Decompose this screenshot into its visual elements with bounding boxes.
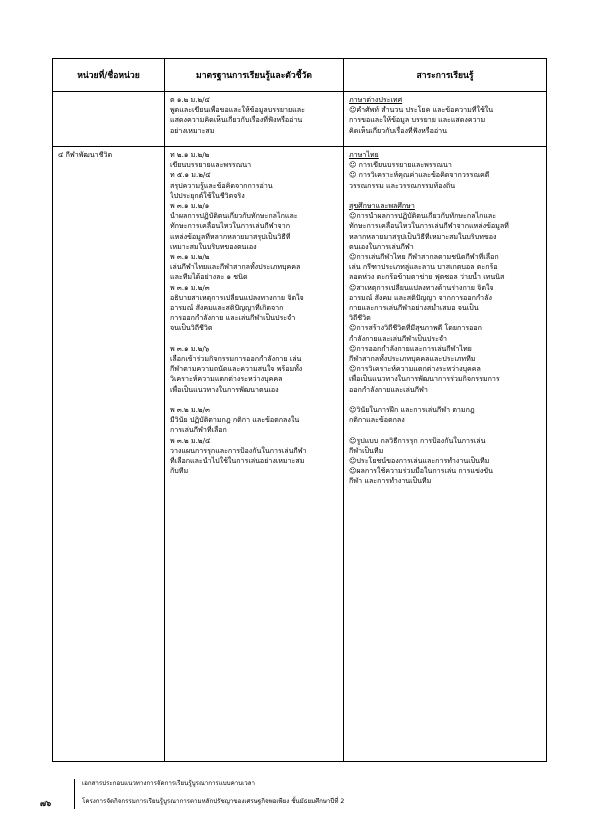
cell-text-line: ตนเองในการเล่นกีฬา — [349, 241, 414, 251]
cell-text-line: ลอดห่วง ตะกร้อข้ามตาข่าย ฟุตซอล ว่ายน้ำ เทนนิส — [349, 272, 505, 282]
cell-text-line: ☺การเล่นกีฬาไทย กีฬาสากลตามชนิดกีฬาที่เลือก — [349, 252, 499, 262]
content-cell — [344, 92, 547, 147]
cell-text-line: เพื่อเป็นแนวทางในการพัฒนาการร่วมกิจกรรมการ — [349, 374, 500, 384]
cell-text-line: กีฬาเป็นทีม — [349, 445, 384, 455]
cell-text-line: ☺คำศัพท์ สำนวน ประโยค และข้อความที่ใช้ใน — [349, 105, 494, 115]
cell-text-line — [349, 425, 542, 435]
cell-text-line: หลากหลายมาสรุปเป็นวิธีที่เหมาะสมในบริบทของ — [349, 231, 497, 241]
cell-text-line — [349, 191, 542, 201]
cell-text-line: อย่างเหมาะสม — [170, 125, 215, 135]
cell-text-line: ท ๒.๑ ม.๒/๒ — [170, 150, 210, 159]
cell-text-line: กีฬาตามความถนัดและความสนใจ พร้อมทั้ง — [170, 364, 303, 374]
standards-cell — [165, 147, 344, 762]
cell-text-line: แสดงความคิดเห็นเกี่ยวกับเรื่องที่ฟังหรืออ่าน — [170, 115, 303, 125]
cell-text-line — [58, 95, 160, 105]
cell-text-line: การเล่นกีฬาที่เลือก — [170, 425, 227, 435]
header-standards: มาตรฐานการเรียนรู้และตัวชี้วัด — [165, 59, 344, 92]
table-header-row — [53, 59, 547, 92]
cell-text-line: ☺รูปแบบ กลวิธีการรุก การป้องกันในการเล่น — [349, 435, 486, 445]
cell-text-line: กายและการเล่นกีฬาอย่างสม่ำเสมอ จนเป็น — [349, 303, 479, 313]
cell-text-line: ๔ กีฬาพัฒนาชีวิต — [58, 150, 113, 159]
cell-text-line: อารมณ์ สังคมและสติปัญญาที่เกิดจาก — [170, 303, 284, 313]
cell-text-line — [170, 334, 339, 344]
cell-text-line: การออกกำลังกาย และเล่นกีฬาเป็นประจำ — [170, 313, 296, 323]
table-row — [53, 92, 547, 147]
cell-text-line: ☺การวิเคราะห์ความแตกต่างระหว่างบุคคล — [349, 364, 481, 374]
cell-text-line: นำผลการปฏิบัติตนเกี่ยวกับทักษะกลไกและ — [170, 211, 298, 221]
cell-text-line: ทักษะการเคลื่อนไหวในการเล่นกีฬาจาก — [170, 221, 290, 231]
cell-text-line — [349, 395, 542, 405]
cell-text-line: วิเคราะห์ความแตกต่างระหว่างบุคคล — [170, 374, 283, 384]
cell-text-line: ☺ การวิเคราะห์คุณค่าและข้อคิดจากวรรณคดี — [349, 170, 490, 180]
cell-text-line: พ ๓.๒ ม.๒/๔ — [170, 435, 211, 445]
cell-text-line: เล่น กรีฑาประเภทลู่และลาน บาสเกตบอล ตะกร้อ — [349, 262, 498, 272]
cell-text-line: สรุปความรู้และข้อคิดจากการอ่าน — [170, 180, 273, 190]
unit-cell — [53, 92, 165, 147]
cell-text-line: ☺ประโยชน์ของการเล่นและการทำงานเป็นทีม — [349, 456, 490, 466]
cell-text-line: พ ๓.๑ ม.๒/๖ — [170, 343, 210, 353]
cell-text-line: วรรณกรรม และวรรณกรรมท้องถิ่น — [349, 180, 456, 190]
cell-text-line: ท ๕.๑ ม.๒/๔ — [170, 170, 211, 180]
cell-text-line: พ ๓.๑ ม.๒/๓ — [170, 282, 210, 292]
cell-text-line: แหล่งข้อมูลที่หลากหลายมาสรุปเป็นวิธีที่ — [170, 231, 291, 241]
cell-text-line: ไปประยุกต์ใช้ในชีวิตจริง — [170, 190, 245, 200]
cell-text-line: กับทีม — [170, 466, 189, 476]
cell-text-line: กีฬาสากลทั้งประเภทบุคคลและประเภททีม — [349, 354, 476, 364]
cell-text-line: ☺ผลการใช้ความร่วมมือในการเล่น การแข่งขัน — [349, 466, 494, 476]
cell-text-line: ☺สาเหตุการเปลี่ยนแปลงทางด้านร่างกาย จิตใจ — [349, 282, 494, 292]
cell-text-line: พ ๓.๑ ม.๒/๒ — [170, 252, 210, 262]
content-cell — [344, 147, 547, 762]
cell-text-line: มีวินัย ปฏิบัติตามกฎ กติกา และข้อตกลงใน — [170, 415, 300, 425]
cell-text-line: เหมาะสมในบริบทของตนเอง — [170, 241, 257, 251]
cell-text-line: เพื่อเป็นแนวทางในการพัฒนาตนเอง — [170, 384, 279, 394]
cell-text-line: ต ๑.๒ ม.๒/๔ — [170, 95, 210, 104]
cell-text-line: กำลังกายและเล่นกีฬาเป็นประจำ — [349, 333, 448, 343]
cell-text-line: คิดเห็นเกี่ยวกับเรื่องที่ฟังหรืออ่าน — [349, 125, 447, 135]
cell-text-line: พูดและเขียนเพื่อขอและให้ข้อมูลบรรยายและ — [170, 105, 305, 115]
cell-text-line: กีฬา และการทำงานเป็นทีม — [349, 476, 432, 486]
cell-text-line: ภาษาไทย — [349, 150, 379, 159]
table-row — [53, 147, 547, 762]
footer-title-line: เอกสารประกอบแนวทางการจัดการเรียนรู้บูรณาการแบบคาบเวลา — [82, 780, 255, 787]
cell-text-line: สุขศึกษาและพลศึกษา — [349, 201, 415, 210]
footer-divider — [74, 779, 75, 809]
cell-text-line: พ ๓.๒ ม.๒/๓ — [170, 405, 210, 415]
header-unit: หน่วยที่/ชื่อหน่วย — [53, 59, 165, 92]
cell-text-line: ที่เลือกและนำไปใช้ในการเล่นอย่างเหมาะสม — [170, 456, 305, 466]
cell-text-line: ภาษาต่างประเทศ — [349, 95, 403, 104]
cell-text-line: ☺การสร้างวิถีชีวิตที่มีสุขภาพดี โดยการออก — [349, 323, 482, 333]
cell-text-line: ทักษะการเคลื่อนไหวในการเล่นกีฬาจากแหล่งข้อมูลที่ — [349, 221, 509, 231]
cell-text-line: เขียนบรรยายและพรรณนา — [170, 160, 252, 170]
cell-text-line: วิถีชีวิต — [349, 313, 371, 323]
cell-text-line: อารมณ์ สังคม และสติปัญญา จากการออกกำลัง — [349, 292, 492, 302]
cell-text-line: ☺ การเขียนบรรยายและพรรณนา — [349, 160, 452, 170]
footer-project-line: โครงการจัดกิจกรรมการเรียนรู้บูรณาการตามหลักปรัชญาของเศรษฐกิจพอเพียง ชั้นมัธยมศึกษาปีที่ 2 — [82, 798, 345, 805]
cell-text-line: ออกกำลังกายและเล่นกีฬา — [349, 384, 428, 394]
header-content: สาระการเรียนรู้ — [344, 59, 547, 92]
cell-text-line: เล่นกีฬาไทยและกีฬาสากลทั้งประเภทบุคคล — [170, 262, 301, 272]
cell-text-line: อธิบายสาเหตุการเปลี่ยนแปลงทางกาย จิตใจ — [170, 292, 304, 302]
cell-text-line: กติกาและข้อตกลง — [349, 415, 405, 425]
cell-text-line: ☺การออกกำลังกายและการเล่นกีฬาไทย — [349, 343, 472, 353]
cell-text-line: การขอและให้ข้อมูล บรรยาย และแสดงความ — [349, 115, 486, 125]
page-footer — [40, 774, 520, 814]
cell-text-line: พ ๓.๑ ม.๒/๑ — [170, 201, 210, 211]
page-number: ๗๖ — [40, 799, 52, 808]
cell-text-line: เลือกเข้าร่วมกิจกรรมการออกกำลังกาย เล่น — [170, 354, 302, 364]
cell-text-line: ☺วินัยในการฝึก และการเล่นกีฬา ตามกฎ — [349, 405, 475, 415]
curriculum-table — [52, 58, 547, 762]
cell-text-line: วางแผนการรุกและการป้องกันในการเล่นกีฬา — [170, 445, 307, 455]
standards-cell — [165, 92, 344, 147]
cell-text-line: จนเป็นวิถีชีวิต — [170, 323, 213, 333]
cell-text-line: ☺การนำผลการปฏิบัติตนเกี่ยวกับทักษะกลไกและ — [349, 211, 497, 221]
cell-text-line: และทีมได้อย่างละ ๑ ชนิด — [170, 272, 248, 282]
unit-cell — [53, 147, 165, 762]
cell-text-line — [170, 395, 339, 405]
